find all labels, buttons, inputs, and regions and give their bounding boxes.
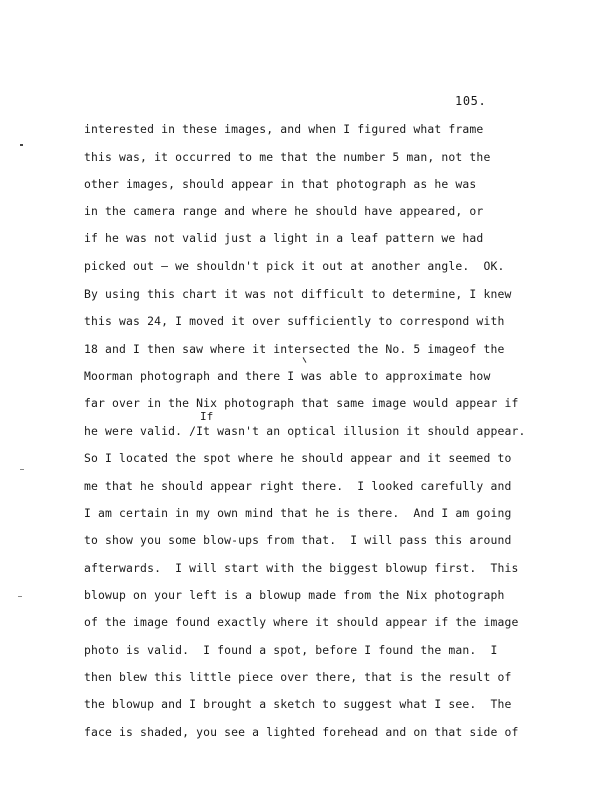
text-line: picked out — we shouldn't pick it out at another angle. OK. xyxy=(84,259,505,273)
margin-mark xyxy=(20,469,24,470)
handwritten-insertion: If xyxy=(200,410,214,423)
text-line: face is shaded, you see a lighted forehead and on that side of xyxy=(84,725,519,739)
text-line: me that he should appear right there. I looked carefully and xyxy=(84,479,512,493)
text-line: interested in these images, and when I figured what frame xyxy=(84,122,484,136)
text-line: blowup on your left is a blowup made from the Nix photograph xyxy=(84,588,505,602)
text-line: this was 24, I moved it over sufficiently to correspond with xyxy=(84,314,505,328)
text-line: 18 and I then saw where it intersected the No. 5 imageof the xyxy=(84,342,505,356)
page-number: 105. xyxy=(455,94,487,108)
text-line: So I located the spot where he should appear and it seemed to xyxy=(84,451,512,465)
text-line: in the camera range and where he should have appeared, or xyxy=(84,204,484,218)
text-line: this was, it occurred to me that the number 5 man, not the xyxy=(84,150,491,164)
text-line: he were valid. /It wasn't an optical illusion it should appear. xyxy=(84,424,526,438)
text-line: then blew this little piece over there, that is the result of xyxy=(84,670,512,684)
margin-mark xyxy=(20,144,23,146)
text-line: other images, should appear in that photograph as he was xyxy=(84,177,477,191)
text-line: of the image found exactly where it should appear if the image xyxy=(84,615,519,629)
text-line: the blowup and I brought a sketch to suggest what I see. The xyxy=(84,697,512,711)
text-line: Moorman photograph and there I was able to approximate how xyxy=(84,369,491,383)
text-line: By using this chart it was not difficult to determine, I knew xyxy=(84,287,512,301)
text-line: photo is valid. I found a spot, before I found the man. I xyxy=(84,643,498,657)
text-line: to show you some blow-ups from that. I will pass this around xyxy=(84,533,512,547)
text-line: if he was not valid just a light in a leaf pattern we had xyxy=(84,231,484,245)
insertion-caret xyxy=(303,357,307,363)
margin-mark xyxy=(18,596,22,597)
text-line: I am certain in my own mind that he is there. And I am going xyxy=(84,506,512,520)
text-line: far over in the Nix photograph that same image would appear if xyxy=(84,396,519,410)
text-line: afterwards. I will start with the biggest blowup first. This xyxy=(84,561,519,575)
